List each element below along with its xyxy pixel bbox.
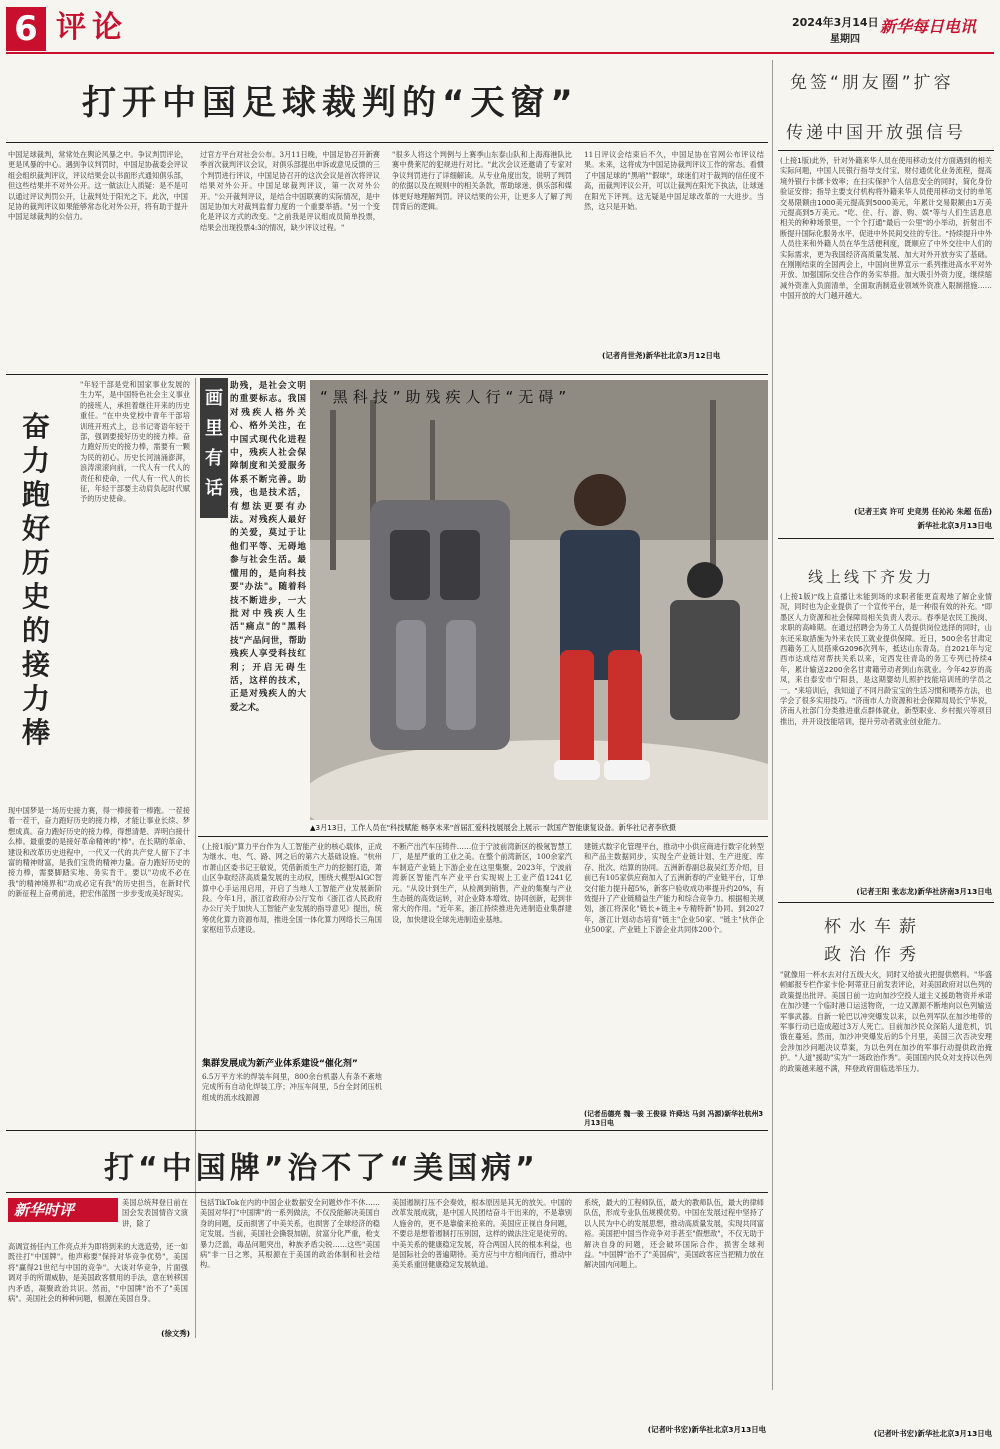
topright-headline-1: 免签“朋友圈”扩容: [790, 73, 954, 93]
topright-rule: [778, 150, 994, 151]
topright-credit-names: (记者王宾 许可 史竞男 任沁沁 朱超 伍岳): [854, 507, 992, 516]
lead-col-4: 11日评议会结束后不久，中国足协在官网公布评议结果。未来，这将成为中国足协裁判评议工作的常态。看惯了中国足球的"黑哨""假球"，球迷们对于裁判的信任度不高，而裁判评议公开，可以让裁判在阳光下执法，让球迷在阳光下评判。这无疑是中国足球改革的一大进步。当然，这只是开始。: [584, 150, 764, 212]
cup-body: "就像用一杯水去对付五级大火，同时又给拔火把提供燃料。"华盛顿邮报专栏作家卡伦·阿蒂亚日前发表评论，对美国政府对以色列的政策提出批评。美国日前一边向加沙空投人道主义援助物资并承诺在加沙建一个临时港口运送物资，一边又源源不断地向以色列输送军事武器。自新一轮巴以冲突爆发以来，以色列军队在加沙地带的军事行动已造成超过3万人死亡。目前加沙民众深陷人道危机，饥饿在蔓延。然而，加沙冲突爆发后的5个月里，美国三次否决安理会涉加沙问题决议草案，为以色列在加沙的军事行动提供政治掩护。"人道"援助"实为"一场政治作秀"。美国国内民众对支持以色列的政策越来越不满，拜登政府面临选举压力。: [780, 970, 992, 1073]
middle-col1-tail: 6.5万平方米的焊装车间里，800余台机器人有条不紊地完成所有自动化焊装工序；冲压车间里，5台全封闭压机组成的流水线源源: [202, 1072, 382, 1102]
lead-col-3: "很多人将这个判例与上赛季山东泰山队和上海海港队比赛中费莱尼的犯规进行对比。"此次会议还邀请了专家对争议判罚进行了详细解读。从专业角度出发，说明了判罚的依据以及在规则中的相关条款，帮助球迷、俱乐部和媒体更好地理解判罚。评议结果的公开，让更多人了解了判罚背后的逻辑。: [392, 150, 572, 212]
page-number: 6: [14, 9, 38, 49]
cup-headline-1: 杯水车薪: [824, 917, 924, 937]
right-column-divider: [772, 60, 773, 1390]
middle-col1-heading: 集群发展成为新产业体系建设“催化剂”: [202, 1059, 358, 1069]
bottom-top-rule: [6, 1130, 768, 1131]
lead-headline: 打开中国足球裁判的“天窗”: [82, 83, 579, 123]
lead-credit: (记者肖世尧)新华社北京3月12日电: [602, 351, 721, 360]
issue-date: 2024年3月14日: [792, 16, 879, 29]
exoskeleton-photo: [310, 380, 768, 820]
essay-credit: (徐文秀): [161, 1329, 190, 1338]
cup-headline-2: 政治作秀: [824, 945, 924, 965]
topright-headline-2: 传递中国开放强信号: [786, 123, 966, 143]
bottom-col4-credit: (记者叶书宏)新华社北京3月13日电: [647, 1425, 766, 1434]
bottom-col1-first: 美国总统拜登日前在国会发表国情咨文演讲，除了: [122, 1198, 188, 1228]
issue-weekday: 星期四: [830, 34, 860, 45]
lead-rule: [6, 142, 768, 143]
essay-headline: 奋力跑好历史的接力棒: [22, 410, 51, 749]
photo-image: [310, 380, 768, 820]
column-tag: 新华时评: [14, 1201, 75, 1219]
bottom-headline: 打“中国牌”治不了“美国病”: [104, 1151, 539, 1186]
bottom-col-2: 包括TikTok在内的中国企业数据安全问题炒作不休……美国对华打"中国牌"的一系列做法，不仅没能解决美国自身的问题，反而损害了中美关系，也损害了全球经济的稳定发展。当前，美国社会撕裂加剧，贫富分化严重，枪支暴力泛滥，毒品问题突出，种族矛盾尖锐……这些"美国病"非一日之寒，其根源在于美国的政治体制和社会结构。: [200, 1198, 380, 1270]
online-bottom-rule: [778, 902, 994, 903]
online-headline: 线上线下齐发力: [808, 568, 935, 586]
photo-side-text: 助残，是社会文明的重要标志。我国对残疾人格外关心、格外关注，在中国式现代化进程中，残疾人社会保障制度和关爱服务体系不断完善。助残，也是技术活，有想法更要有办法。对残疾人最好的关爱，莫过于让他们平等、无碍地参与社会生活。最懂用的，是向科技要"办法"。随着科技不断进步，一大批对中残疾人生活"痛点"的"黑科技"产品问世，帮助残疾人享受科技红利；开启无碍生活，这样的技术，正是对残疾人的大爱之术。: [230, 381, 306, 713]
brand-logo: 新华每日电讯: [880, 17, 977, 36]
section-title: 评论: [56, 10, 128, 45]
lead-col-1: 中国足球裁判，常常处在舆论风暴之中。争议判罚评论，更是风暴的中心。遇到争议判罚时，中国足协裁委会评议组会组织裁判评议，评议结果会以书面形式通知俱乐部，但这些结果并不对外公开。这一做法让人质疑：是不是可以通过评议判罚公开，让裁判处于阳光之下。此次，中国足协的裁判评议如果能够常态化对外公开，将有助于提升中国足球裁判的公信力。: [8, 150, 188, 222]
essay-body-lower: 现中国梦是一场历史接力赛，得一棒接着一棒跑。一茬接着一茬干，奋力跑好历史的接力棒，才能让事业长续、梦想成真。奋力跑好历史的接力棒，得想清楚、弄明白接什么棒。最重要的是接好革命精神的"棒"。在长期的革命、建设和改革历史进程中，一代又一代的共产党人留下了丰富的精神财富，是我们宝贵的精神力量。奋力跑好历史的接力棒，需要脚踏实地、务实肯干。要以"功成不必在我"的精神境界和"功成必定有我"的历史担当，在新时代的新征程上奋勇前进，把宏伟蓝图一步步变成美好现实。: [8, 806, 190, 899]
bottom-col-1: 高调宣扬任内工作亮点并为即将到来的大选造势，还一如既往打"中国牌"。他声称要"保持对华竞争优势"，美国将"赢得21世纪与中国的竞争"。大谈对华竞争，片面强调对手的所谓威胁，是美国政客惯用的手法，意在转移国内矛盾，凝聚政治共识。然而，"中国牌"治不了"美国病"。美国社会的种种问题，根源在美国自身。: [8, 1242, 188, 1304]
topright-body: (上接1版)此外，针对外籍来华人员在使用移动支付方面遇到的相关实际问题，中国人民银行指导支付宝、财付通优化业务流程，提高境外银行卡绑卡效率；在扫实保护个人信息安全的同时，简化身份验证安排；指导主要支付机构将外籍来华人员使用移动支付的单笔交易限额由1000美元提高到5000美元，年累计交易限额由1万美元提高到5万美元。"吃、住、行、游、购、娱"等与人们生活息息相关的种种场景里，一个个打通"最后一公里"的小举动，折射出不断提升国际化服务水平、促进中外民间交往的专注。"持续提升中外人员往来和外籍人员在华生活便利度，既顺应了中外交往中人们的实际需求，更为我国经济高质量发展、加大对外开放夯实了基础。在刚刚结束的全国两会上，中国向世界宣示一系列推进高水平对外开放、加强国际交往合作的务实举措。加大吸引外资力度，继续缩减外资准入负面清单，全面取消制造业领域外资准入限制措施……中国开放的大门越开越大。: [780, 156, 992, 301]
cup-credit: (记者叶书宏)新华社北京3月13日电: [873, 1429, 992, 1438]
bottom-headline-rule: [6, 1192, 768, 1193]
online-body: (上接1版)"线上直播让未能到场的求职者能更直观地了解企业情况，同时也为企业提供了一个宣传平台，是一种很有效的补充。"即墨区人力资源和社会保障局相关负责人表示。春季是农民工换岗、求职的高峰期。在通过招聘会为务工人员提供岗位选择的同时，山东还采取措施为外来农民工就业提供保障。近日，500余名甘肃定西籍务工人员搭乘G2096次列车，抵达山东青岛。自2021年与定西市达成结对帮扶关系以来，定西发往青岛的务工专列已持续4年，累计输送2200余名甘肃籍劳动者到山东就业。今年42岁的高凤，来自泰安市宁阳县，是这期婴幼儿照护技能培训班的学员之一。"来培训后，我知道了不同月龄宝宝的生活习惯和喂养方法，也学会了很多实用技巧。"济南市人力资源和社会保障局局长宁华说，济南人社部门分类推进重点群体就业，新型职业、乡村振兴等项目推出，并开设技能培训，提升劳动者就业创业能力。: [780, 592, 992, 726]
photo-title: “黑科技”助残疾人行“无碍”: [320, 388, 572, 406]
photo-tag: 画里有话: [205, 388, 223, 499]
bottom-col-3: 美国遏制打压不会奏效，根本原因是其无的放矢。中国的改革发展成就，是中国人民团结奋斗干出来的，不是靠别人施舍的，更不是靠偷来抢来的。美国应正视自身问题，不要总是想着遏制打压别国，这样的做法注定是徒劳的。中美关系的健康稳定发展，符合两国人民的根本利益，也是国际社会的普遍期待。美方应与中方相向而行，推动中美关系重回健康稳定发展轨道。: [392, 1198, 572, 1270]
online-credit: (记者王阳 张志龙)新华社济南3月13日电: [856, 887, 992, 896]
middle-col-2: 不断产出汽车压铸件……位于宁波前湾新区的极氪智慧工厂，是星严重的工业之美。在整个前湾新区，100余家汽车制造产业链上下游企业在这里集聚。2023年，宁波前湾新区智能汽车产业平台实现规上工业产值1241亿元。"从设计到生产，从检测到销售，产业的集聚与产业生态链的高效运转，对企业降本增效、协同创新，起到非常大的作用。"近年来，浙江持续推进先进制造业集群建设，加快建设全球先进制造业基地。: [392, 842, 572, 924]
header-rule: [6, 52, 994, 54]
photo-caption: ▲3月13日，工作人员在"科技赋能 畅享未来"首届汇爱科技展展会上展示一款国产智能康复设备。新华社记者李欣摄: [310, 823, 676, 832]
topright-credit-line: 新华社北京3月13日电: [917, 521, 992, 530]
essay-body-upper: "年轻干部是党和国家事业发展的生力军，是中国特色社会主义事业的接班人，承担着继往开来的历史重任。"在中央党校中青年干部培训班开班式上，总书记寄语年轻干部，强调要接好历史的接力棒。奋力跑好历史的接力棒，需要有一颗为民的初心。历史长河汹涌澎湃，浪涛滚滚向前，一代人有一代人的责任和使命，一代人有一代人的长征，年轻干部要主动肩负起时代赋予的历史使命。: [80, 380, 190, 504]
lead-bottom-rule: [6, 374, 768, 375]
topright-bottom-rule: [778, 538, 994, 539]
bottom-col-4: 系统，最大的工程师队伍，最大的教师队伍，最大的律师队伍，形成专业队伍规模优势。中国在发展过程中坚持了以人民为中心的发展思想，推动高质量发展，实现共同富裕。美国把中国当作竞争对手甚至"假想敌"，不仅无助于解决自身的问题，还会破坏国际合作，损害全球利益。"中国牌"治不了"美国病"，美国政客应当把精力放在解决国内问题上。: [584, 1198, 764, 1270]
middle-credit: (记者岳德亮 魏一骏 王俊禄 许舜达 马剑 冯源)新华社杭州3月13日电: [584, 1110, 764, 1127]
photo-bottom-rule: [198, 836, 768, 837]
middle-col-3: 建链式数字化管理平台，推动中小供应商进行数字化转型和产品主数据同步，实现全产业链计划、生产进度、库存、批次、结算的协同。五洲新春副总裁吴红芳介绍，目前已有105家供应商加入了五洲新春的产业链平台，订单交付能力提升超5%，新客户验收成功率提升约20%，有效提升了产业链精益生产能力和综合竞争力。根据相关规划，浙江将深化"链长+链主+专精特新"协同。到2027年，浙江计划动态培育"链主"企业50家、"链主"伙伴企业500家、产业链上下游企业共同体200个。: [584, 842, 764, 935]
essay-divider: [195, 378, 196, 1338]
middle-col-1: (上接1版)"算力平台作为人工智能产业的核心载体，正成为继水、电、气、路、网之后的第六大基础设施。"杭州市萧山区委书记王敏说，凭借新质生产力的挖掘打造，萧山区争取经济高质量发展的主动权，围绕大模型AIGC智算中心手运用启用，开启了当地人工智能产业发展新阶段。今年1月，浙江省政府办公厅发布《浙江省人民政府办公厅关于加快人工智能产业发展的指导意见》提出，统筹优化算力资源布局，推进全国一体化算力网络长三角国家枢纽节点建设。: [202, 842, 382, 935]
lead-col-2: 过官方平台对社会公布。3月11日晚，中国足协召开新赛季首次裁判评议会议，对俱乐部提出申诉或意见反馈的三个判罚进行评议，中国足协召开的这次会议是首次将评议结果对外公开。中国足球裁判评议，第一次对外公开。"公开裁判评议，是结合中国联赛的实际情况，是中国足协加大对裁判监督力度的一个重要举措。"另一个变化是评议方式的改变。"之前我是评议组成员简单投票，结果会出现投票4:3的情况，缺少评议过程。": [200, 150, 380, 232]
